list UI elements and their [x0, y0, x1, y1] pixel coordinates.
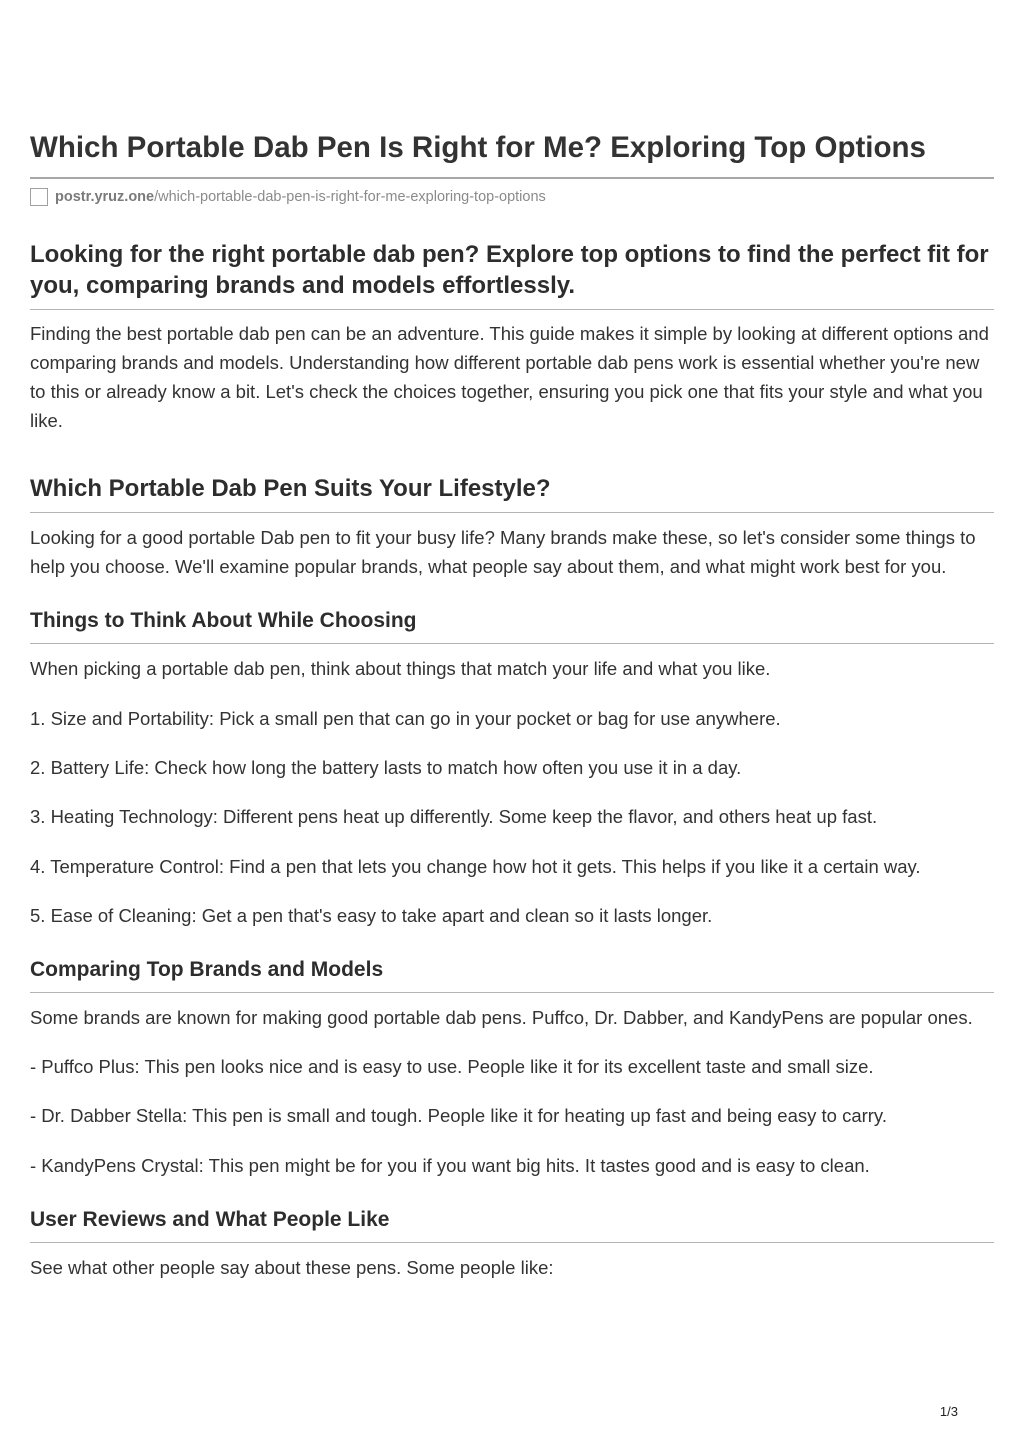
- blank-favicon-icon: [30, 188, 48, 206]
- document-title: Which Portable Dab Pen Is Right for Me? Exploring Top Options: [30, 131, 926, 164]
- list-item: 2. Battery Life: Check how long the battery lasts to match how often you use it in a day.: [30, 757, 742, 778]
- section-reviews-intro: See what other people say about these pens. Some people like:: [30, 1257, 554, 1278]
- article-body: [30, 239, 994, 1282]
- intro-paragraph: Finding the best portable dab pen can be an adventure. This guide makes it simple by looking at different options and comparing brands and models. Understanding how different portable dab pens work is essential whether you're new to this or already know a bit. Let's check the choices together, ensuring you pick one that fits your style and what you like.: [30, 323, 989, 431]
- title-divider: [30, 177, 994, 179]
- source-path: /which-portable-dab-pen-is-right-for-me-exploring-top-options: [154, 189, 546, 205]
- section-choosing-divider: [30, 643, 994, 644]
- section-reviews-divider: [30, 1242, 994, 1243]
- lead-divider: [30, 309, 994, 310]
- page-number: 1/3: [939, 1404, 958, 1419]
- source-domain: postr.yruz.one: [55, 189, 155, 205]
- list-item: 4. Temperature Control: Find a pen that lets you change how hot it gets. This helps if you like it a certain way.: [30, 856, 921, 877]
- lead-heading: Looking for the right portable dab pen? Explore top options to find the perfect fit for you, comparing brands and models effortlessly.: [30, 241, 989, 299]
- section-brands-heading: Comparing Top Brands and Models: [30, 958, 384, 981]
- list-item: 3. Heating Technology: Different pens heat up differently. Some keep the flavor, and others heat up fast.: [30, 806, 878, 827]
- source-link[interactable]: [30, 186, 546, 208]
- section-reviews-heading: User Reviews and What People Like: [30, 1208, 390, 1231]
- list-item: 5. Ease of Cleaning: Get a pen that's easy to take apart and clean so it lasts longer.: [30, 905, 713, 926]
- section-brands-divider: [30, 992, 994, 993]
- section-choosing-heading: Things to Think About While Choosing: [30, 609, 417, 632]
- list-item: - Puffco Plus: This pen looks nice and is easy to use. People like it for its excellent taste and small size.: [30, 1056, 874, 1077]
- section-lifestyle-paragraph: Looking for a good portable Dab pen to fit your busy life? Many brands make these, so let's consider some things to help you choose. We'll examine popular brands, what people say about them, and what might work best for you.: [30, 527, 976, 577]
- section-brands-intro: Some brands are known for making good portable dab pens. Puffco, Dr. Dabber, and KandyPens are popular ones.: [30, 1007, 973, 1028]
- section-lifestyle-heading: Which Portable Dab Pen Suits Your Lifestyle?: [30, 475, 551, 502]
- section-lifestyle-divider: [30, 512, 994, 513]
- section-choosing-intro: When picking a portable dab pen, think about things that match your life and what you like.: [30, 658, 771, 679]
- list-item: - KandyPens Crystal: This pen might be for you if you want big hits. It tastes good and is easy to clean.: [30, 1155, 870, 1176]
- list-item: 1. Size and Portability: Pick a small pen that can go in your pocket or bag for use anywhere.: [30, 708, 781, 729]
- list-item: - Dr. Dabber Stella: This pen is small and tough. People like it for heating up fast and being easy to carry.: [30, 1105, 887, 1126]
